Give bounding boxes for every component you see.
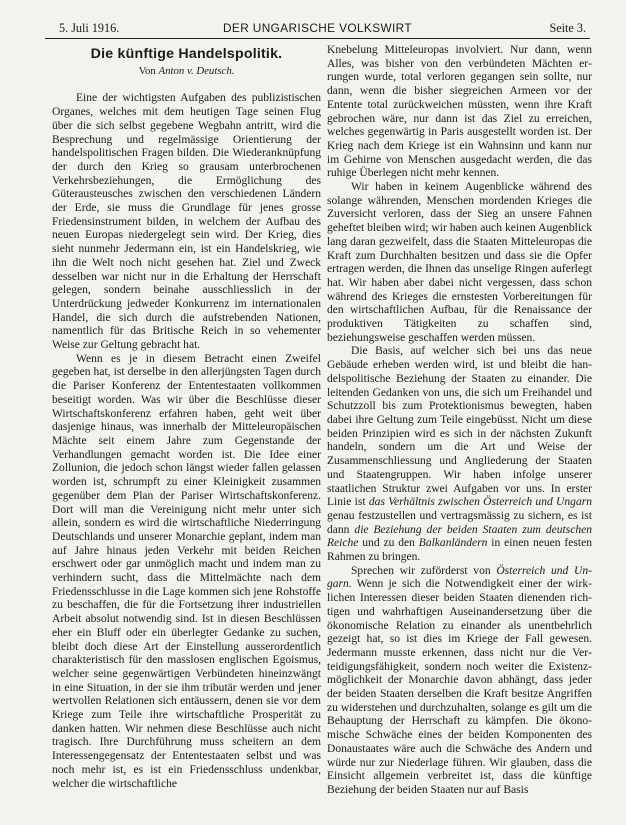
header-rule (45, 38, 590, 39)
text-run: Wenn je sich die Notwendigkeit einer der wirklichen Interessen dieser beiden Staaten dienenden richtigen und wahrhaftigen Auseinandersetzung über die ökonomische Relation zu einander als unentbehrlich gezeigt hat, so ist dies im Kriege der Fall gewesen. Jedermann musste erkennen, dass nicht nur die Verteidigungsfähigkeit, sondern noch weiter die Existenzmöglichkeit der Monarchie davon abhängt, dass jeder der beiden Staaten derselben die Kraft besitze Angriffen zu widerstehen und durchzuhalten, solange es gilt um die Behauptung der Herrschaft zu kämpfen. Die ökonomische Schwäche eines der beiden Komponenten des Donaustaates wäre auch die Schwäche des Andern und würde nur zur Niederlage führen. Wir glauben, dass die Einsicht allgemein verbreitet ist, dass die künftige Beziehung der beiden Staaten nur auf Basis (327, 578, 592, 796)
issue-date: 5. Juli 1916. (59, 21, 120, 35)
paragraph: Wenn es je in diesem Betracht einen Zweifel gegeben hat, ist derselbe in den allerjüngsten Tagen durch die Pariser Konferenz der Ententestaaten vollkommen beseitigt worden. Was wir über die Beschlüsse dieser Wirtschaftskonferenz erfahren haben, geht weit über dasjenige hinaus, was innerhalb der Mitteleuropäischen Mächte seit einem Jahre zum Gegenstande der Verhandlungen gemacht worden ist. Die Idee einer Zollunion, die jedoch schon längst wieder fallen gelassen worden ist, schrumpft zu einer Kleinigkeit zusammen gegenüber dem Plan der Pariser Wirtschaftskonferenz. Dort will man die Vereinigung nicht mehr unter sich allein, sondern es wird die wirtschaftliche Niederringung Deutschlands und unserer Monarchie geplant, indem man auf Jahre hinaus jeden Verkehr mit beiden Reichen erschwert oder gar unmöglich macht und indem man zu verhindern sucht, dass die Mittelmächte nach dem Friedensschlusse in die Lage kommen sich jene Rohstoffe zu beschaffen, die für die Fortsetzung ihrer industriellen Arbeit absolut notwendig sind. Ist in diesen Beschlüssen eher ein Bluff oder ein überlegter Gedanke zu suchen, bleibt doch diese Art der Einstellung ausserordentlich charakteristisch für den masslosen englischen Egoismus, welcher seine gegenwärtigen Verbündeten hineinzwängt in eine Situation, in der sie ihm tributär werden und jener wertvollen Relationen sich entäussern, denen sie vor dem Kriege zum Teile ihre wirtschaftliche Prosperität zu danken hatten. Wir nehmen diese Beschlüsse auch nicht tragisch. Ihre Durchführung muss scheitern an dem Interessengegensatz der Ententestaaten selbst und was noch mehr ist, es ist ein Friedensschluss undenkbar, welcher die wirtschaftliche (52, 352, 321, 790)
emphasis: Balkanländern (418, 537, 488, 550)
emphasis: Österreich und Ungarn. (327, 564, 592, 591)
paragraph (327, 345, 592, 564)
author-name: Anton v. Deutsch. (158, 64, 235, 77)
text-run: genau festzustellen und vertragsmässig zu sichern, es ist dann (327, 509, 592, 536)
article-title: Die künftige Handelspolitik. (90, 46, 283, 62)
byline-prefix: Von (138, 64, 156, 77)
article-byline (52, 65, 321, 79)
text-run: Die Basis, auf welcher sich bei uns das neue Gebäude erheben werden wird, ist und bleibt die handelspolitische Beziehung der Staaten zu einander. Die leitenden Gedanken von uns, die sich um Freihandel und Schutzzoll bis zum Protektionismus bewegten, haben dabei ihre Geltung zum Teile eingebüsst. Nicht um diese beiden Prinzipien wird es sich in der nächsten Zukunft handeln, sondern um die Art und Weise der Zusammenschliessung und Angliederung der Staaten und Staatengruppen. Wir haben infolge unserer staatlichen Struktur zwei Aufgaben vor uns. In erster Linie ist (327, 345, 592, 509)
text-run: Sprechen wir zuförderst von (351, 564, 497, 577)
paragraph (327, 565, 592, 798)
paragraph: Knebelung Mitteleuropas involviert. Nur dann, wenn Alles, was bisher von den verbündeten Mächten errungen wurde, total verloren gegangen sein sollte, nur dann, wenn die bisher siegreichen Armeen vor der Entente total zurückweichen müssten, wenn ihre Kraft gebrochen wäre, nur dann ist das Ziel zu erreichen, welches gegenwärtig in Paris ausgestellt worden ist. Der Krieg nach dem Kriege ist ein Wahnsinn und kann nur im Gehirne von Menschen ausgedacht werden, die das ruhige Überlegen nicht mehr kennen. (327, 44, 592, 180)
text-run: in einen neuen festen Rahmen zu bringen. (327, 537, 592, 564)
journal-name: DER UNGARISCHE VOLKSWIRT (223, 21, 412, 35)
emphasis: die Beziehung der beiden Staaten zum deutschen Reiche (327, 523, 592, 550)
page-number: Seite 3. (549, 21, 586, 35)
emphasis: das Verhältnis zwischen Österreich und Ungarn (368, 496, 592, 509)
left-column (52, 44, 321, 791)
paragraph: Eine der wichtigsten Aufgaben des publizistischen Organes, welches mit dem heutigen Tage seinen Flug über die sich selbst gegebene Wegbahn antritt, wird die Besprechung und regelmässige Orientierung der handelspolitischen Fragen bilden. Die Wiederanknüpfung der durch den Krieg so grausam unterbrochenen Verkehrsbeziehungen, die Ermöglichung des Güterausteusches zwischen den verschiedenen Ländern der Erde, sie muss die Grundlage für jenes grosse Friedensinstrument bilden, in welchem der Aufbau des neuen Europas niedergelegt sein wird. Der Krieg, dies sieht nunmehr Jedermann ein, ist ein Handelskrieg, wie ihn die Welt noch nicht gesehen hat. Ziel und Zweck desselben war nicht nur in die Erhaltung der Herrschaft gelegen, sondern beinahe ausschliesslich in der Unterdrückung jedweder Konkurrenz im internationalen Handel, die sich durch die aufstrebenden Nationen, namentlich für das Britische Reich in so vehementer Weise zur Geltung gebracht hat. (52, 92, 321, 352)
page-header (45, 17, 590, 39)
paragraph: Wir haben in keinem Augenblicke während des solange währenden, Menschen mordenden Krieges die Zuversicht verloren, dass der Sieg an unsere Fahnen geheftet bleiben wird; wir haben auch keinen Augenblick lang daran gezweifelt, dass die Staaten Mitteleuropas die Kraft zum Durchhalten besitzen und dass sie die Opfer ertragen werden, die Ihnen das unselige Ringen auferlegt hat. Wir haben aber dabei nicht vergessen, dass schon während des Krieges die ernstesten Vorbereitungen für den wirtschaftlichen Aufbau, für die Renaissance der produktiven Tätigkeiten zu schaffen sind, beziehungsweise geschaffen werden müssen. (327, 181, 592, 344)
right-column (327, 44, 592, 798)
text-run: und zu den (358, 537, 419, 550)
